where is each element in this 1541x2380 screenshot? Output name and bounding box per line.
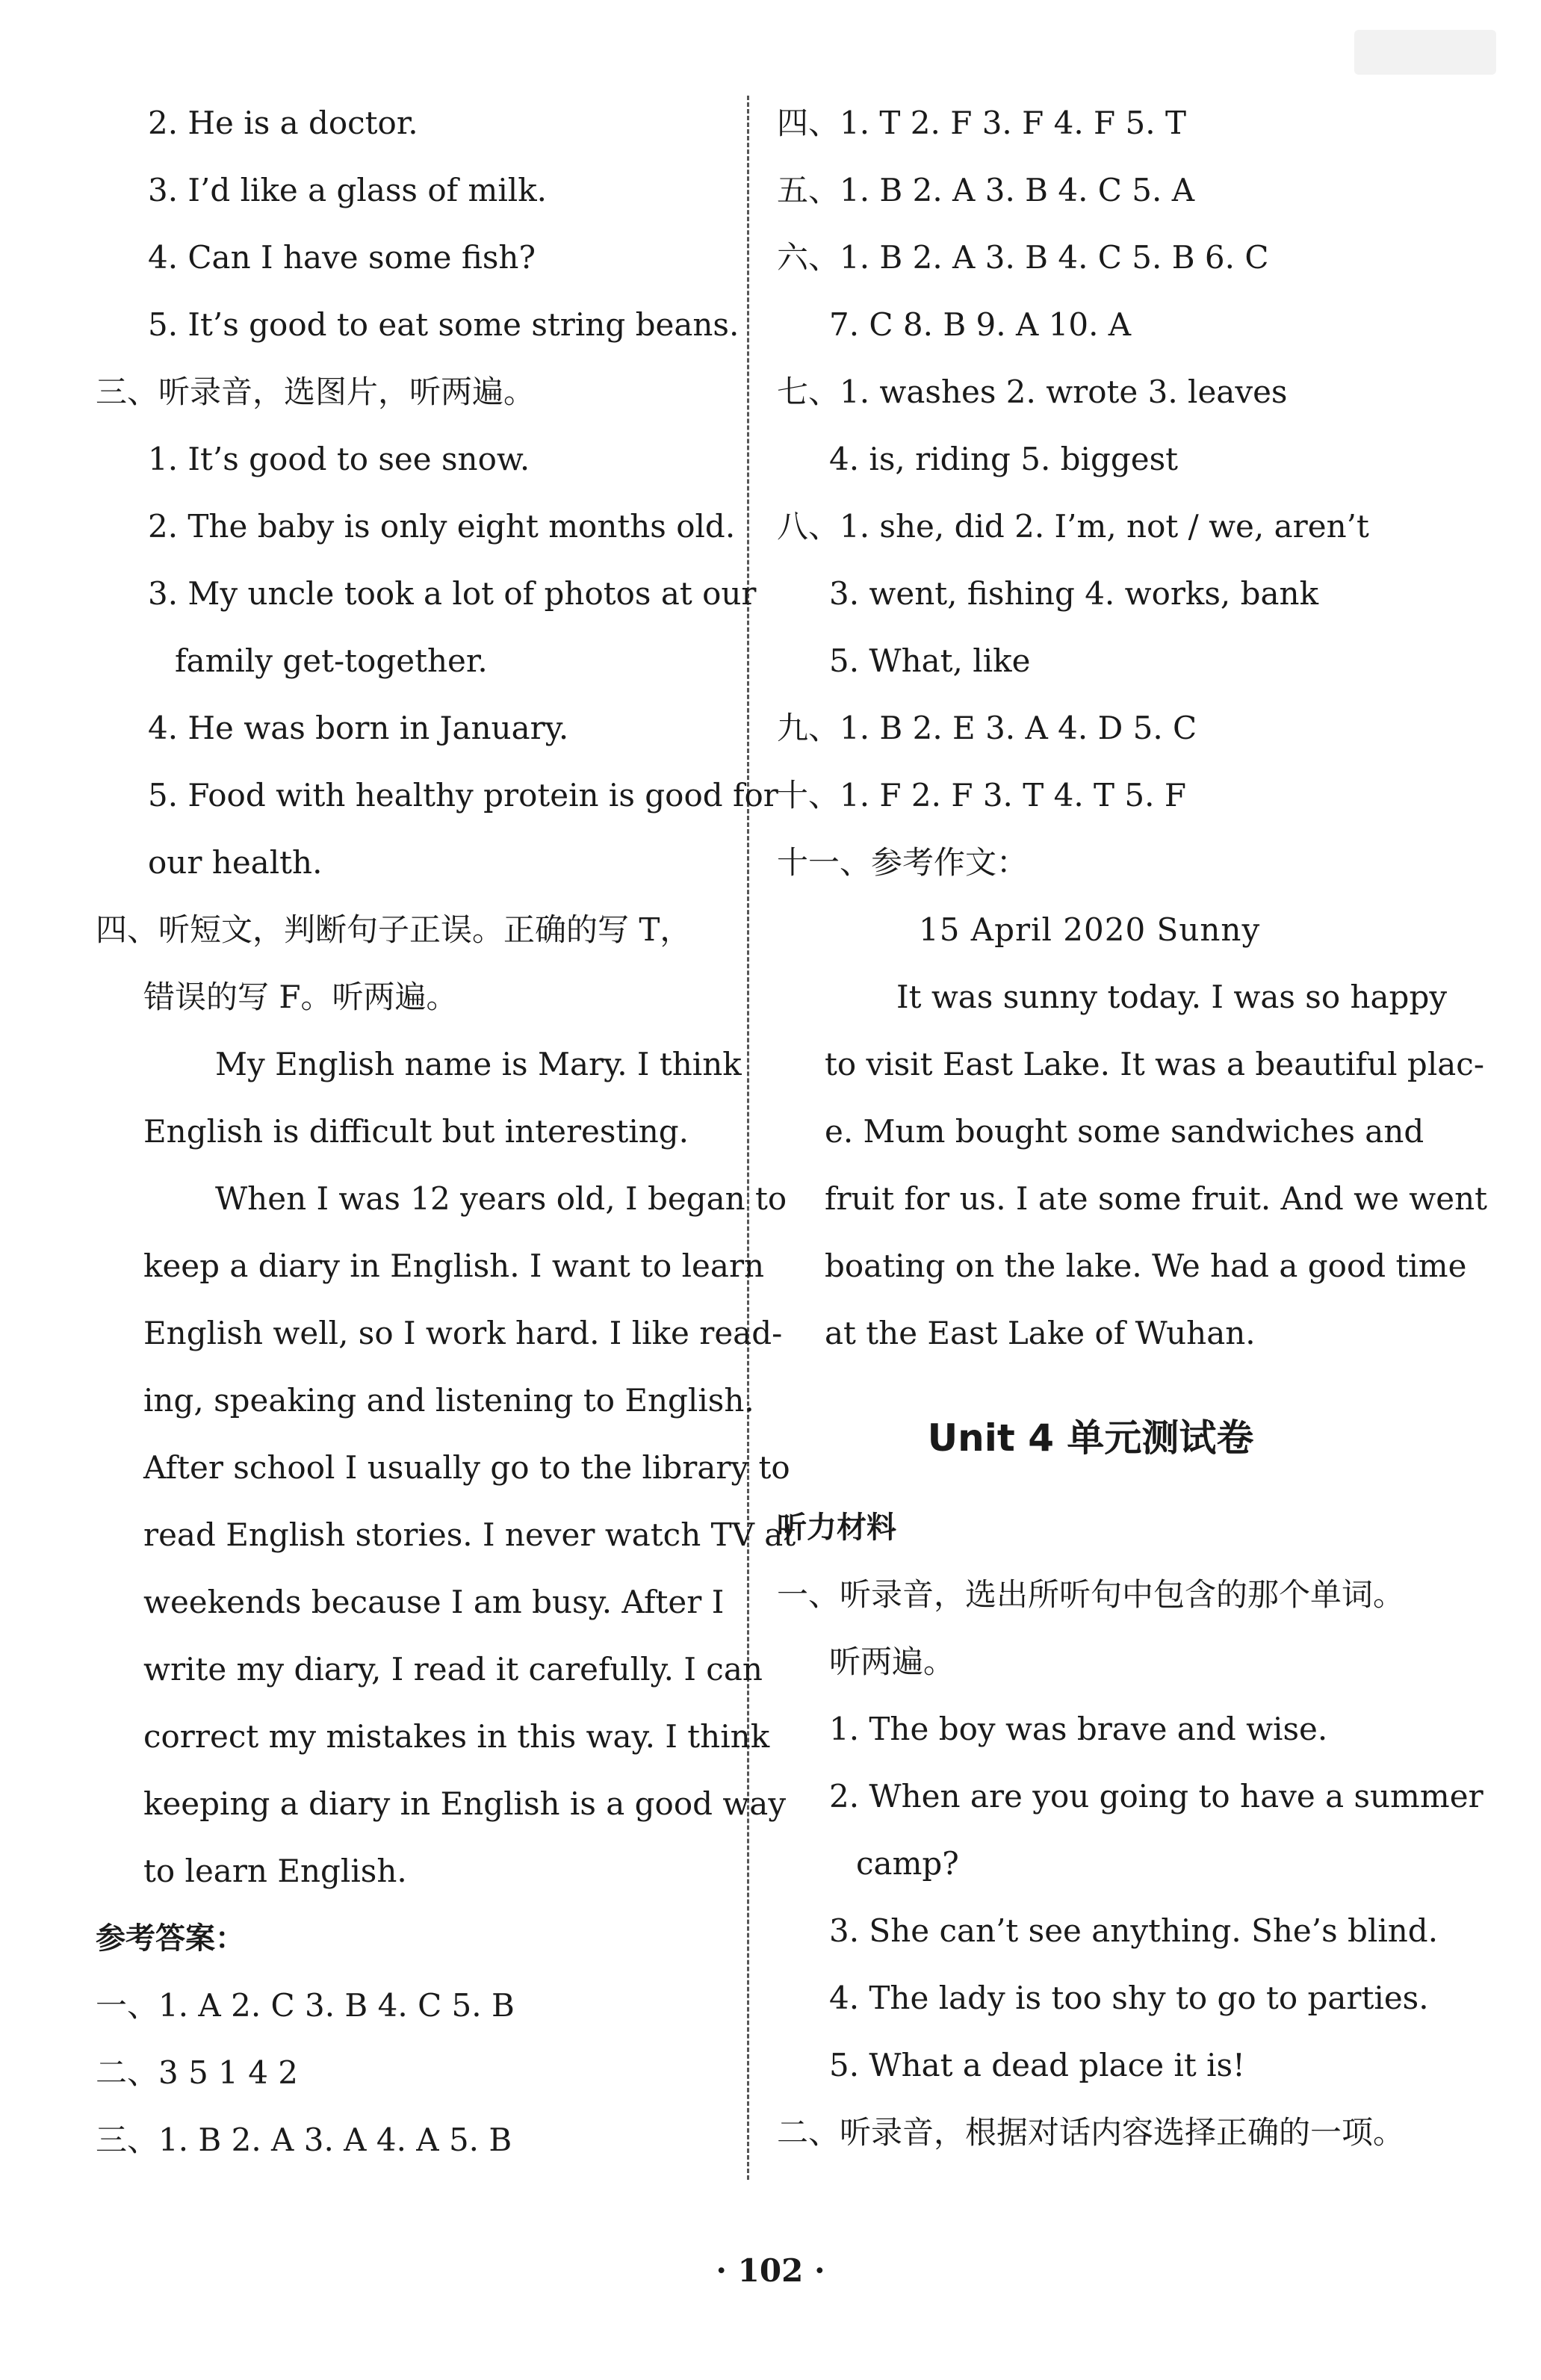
text-line: camp? — [856, 1845, 959, 1882]
listening-heading: 听力材料 — [777, 1510, 896, 1545]
passage-line: write my diary, I read it carefully. I can — [143, 1651, 763, 1688]
text-line: 5. Food with healthy protein is good for — [148, 777, 778, 814]
column-divider — [747, 96, 749, 2180]
passage-line: English is difficult but interesting. — [143, 1113, 689, 1150]
text-line: 4. Can I have some fish? — [148, 239, 536, 276]
answer-line: 7. C 8. B 9. A 10. A — [829, 306, 1132, 343]
essay-line: It was sunny today. I was so happy — [896, 979, 1448, 1015]
answer-line: 六、1. B 2. A 3. B 4. C 5. B 6. C — [777, 239, 1269, 276]
section-heading: 二、听录音，根据对话内容选择正确的一项。 — [777, 2114, 1405, 2151]
answer-line: 一、1. A 2. C 3. B 4. C 5. B — [96, 1987, 515, 2024]
text-line: 4. The lady is too shy to go to parties. — [829, 1980, 1429, 2016]
text-line: 5. It’s good to eat some string beans. — [148, 306, 740, 343]
answer-line: 3. went, fishing 4. works, bank — [829, 575, 1319, 612]
text-line: 1. The boy was brave and wise. — [829, 1711, 1328, 1747]
page-number: · 102 · — [716, 2252, 825, 2289]
passage-line: read English stories. I never watch TV at — [143, 1516, 796, 1553]
answer-line: 九、1. B 2. E 3. A 4. D 5. C — [777, 710, 1197, 746]
unit-title: Unit 4 单元测试卷 — [927, 1416, 1254, 1460]
corner-mark — [1354, 30, 1496, 75]
essay-date: 15 April 2020 Sunny — [919, 911, 1261, 948]
passage-line: keeping a diary in English is a good way — [143, 1785, 787, 1822]
text-line: 2. He is a doctor. — [148, 105, 418, 141]
left-column — [96, 90, 796, 2174]
essay-line: boating on the lake. We had a good time — [825, 1248, 1467, 1284]
section-heading: 四、听短文，判断句子正误。正确的写 T， — [96, 911, 692, 948]
text-line: 3. I’d like a glass of milk. — [148, 172, 548, 208]
text-line: 3. She can’t see anything. She’s blind. — [829, 1912, 1439, 1949]
text-line: 4. He was born in January. — [148, 710, 569, 746]
passage-line: keep a diary in English. I want to learn — [143, 1248, 765, 1284]
passage-line: After school I usually go to the library to — [143, 1449, 790, 1486]
passage-line: correct my mistakes in this way. I think — [143, 1718, 770, 1755]
essay-line: to visit East Lake. It was a beautiful plac- — [825, 1046, 1485, 1082]
answer-line: 八、1. she, did 2. I’m, not / we, aren’t — [777, 508, 1369, 545]
right-column — [777, 90, 1488, 2166]
answer-line: 5. What, like — [829, 642, 1031, 679]
answer-line: 五、1. B 2. A 3. B 4. C 5. A — [777, 172, 1195, 208]
text-line: 3. My uncle took a lot of photos at our — [148, 575, 757, 612]
answer-line: 四、1. T 2. F 3. F 4. F 5. T — [777, 105, 1186, 141]
text-line: 2. The baby is only eight months old. — [148, 508, 736, 545]
passage-line: When I was 12 years old, I began to — [215, 1180, 787, 1217]
answer-line: 二、3 5 1 4 2 — [96, 2054, 299, 2091]
section-heading-cont: 错误的写 F。听两遍。 — [143, 979, 458, 1015]
essay-line: fruit for us. I ate some fruit. And we went — [825, 1180, 1488, 1217]
answer-line: 十一、参考作文： — [777, 844, 1029, 881]
essay-line: e. Mum bought some sandwiches and — [825, 1113, 1424, 1150]
passage-line: to learn English. — [143, 1853, 407, 1889]
passage-line: ing, speaking and listening to English. — [143, 1382, 754, 1419]
text-line: family get-together. — [175, 642, 488, 679]
section-heading: 三、听录音，选图片，听两遍。 — [96, 374, 536, 410]
answers-heading: 参考答案： — [96, 1921, 245, 1956]
text-line: 2. When are you going to have a summer — [829, 1778, 1483, 1815]
passage-line: English well, so I work hard. I like read- — [143, 1315, 783, 1351]
passage-line: My English name is Mary. I think — [215, 1046, 742, 1082]
answer-line: 三、1. B 2. A 3. A 4. A 5. B — [96, 2122, 512, 2158]
passage-line: weekends because I am busy. After I — [143, 1584, 725, 1620]
text-line: our health. — [148, 844, 323, 881]
answer-line: 七、1. washes 2. wrote 3. leaves — [777, 374, 1288, 410]
section-heading: 一、听录音，选出所听句中包含的那个单词。 — [777, 1576, 1405, 1613]
answer-line: 4. is, riding 5. biggest — [829, 441, 1179, 477]
section-heading-cont: 听两遍。 — [829, 1643, 955, 1680]
text-line: 5. What a dead place it is! — [829, 2047, 1245, 2083]
text-line: 1. It’s good to see snow. — [148, 441, 530, 477]
essay-line: at the East Lake of Wuhan. — [825, 1315, 1256, 1351]
answer-line: 十、1. F 2. F 3. T 4. T 5. F — [777, 777, 1186, 814]
